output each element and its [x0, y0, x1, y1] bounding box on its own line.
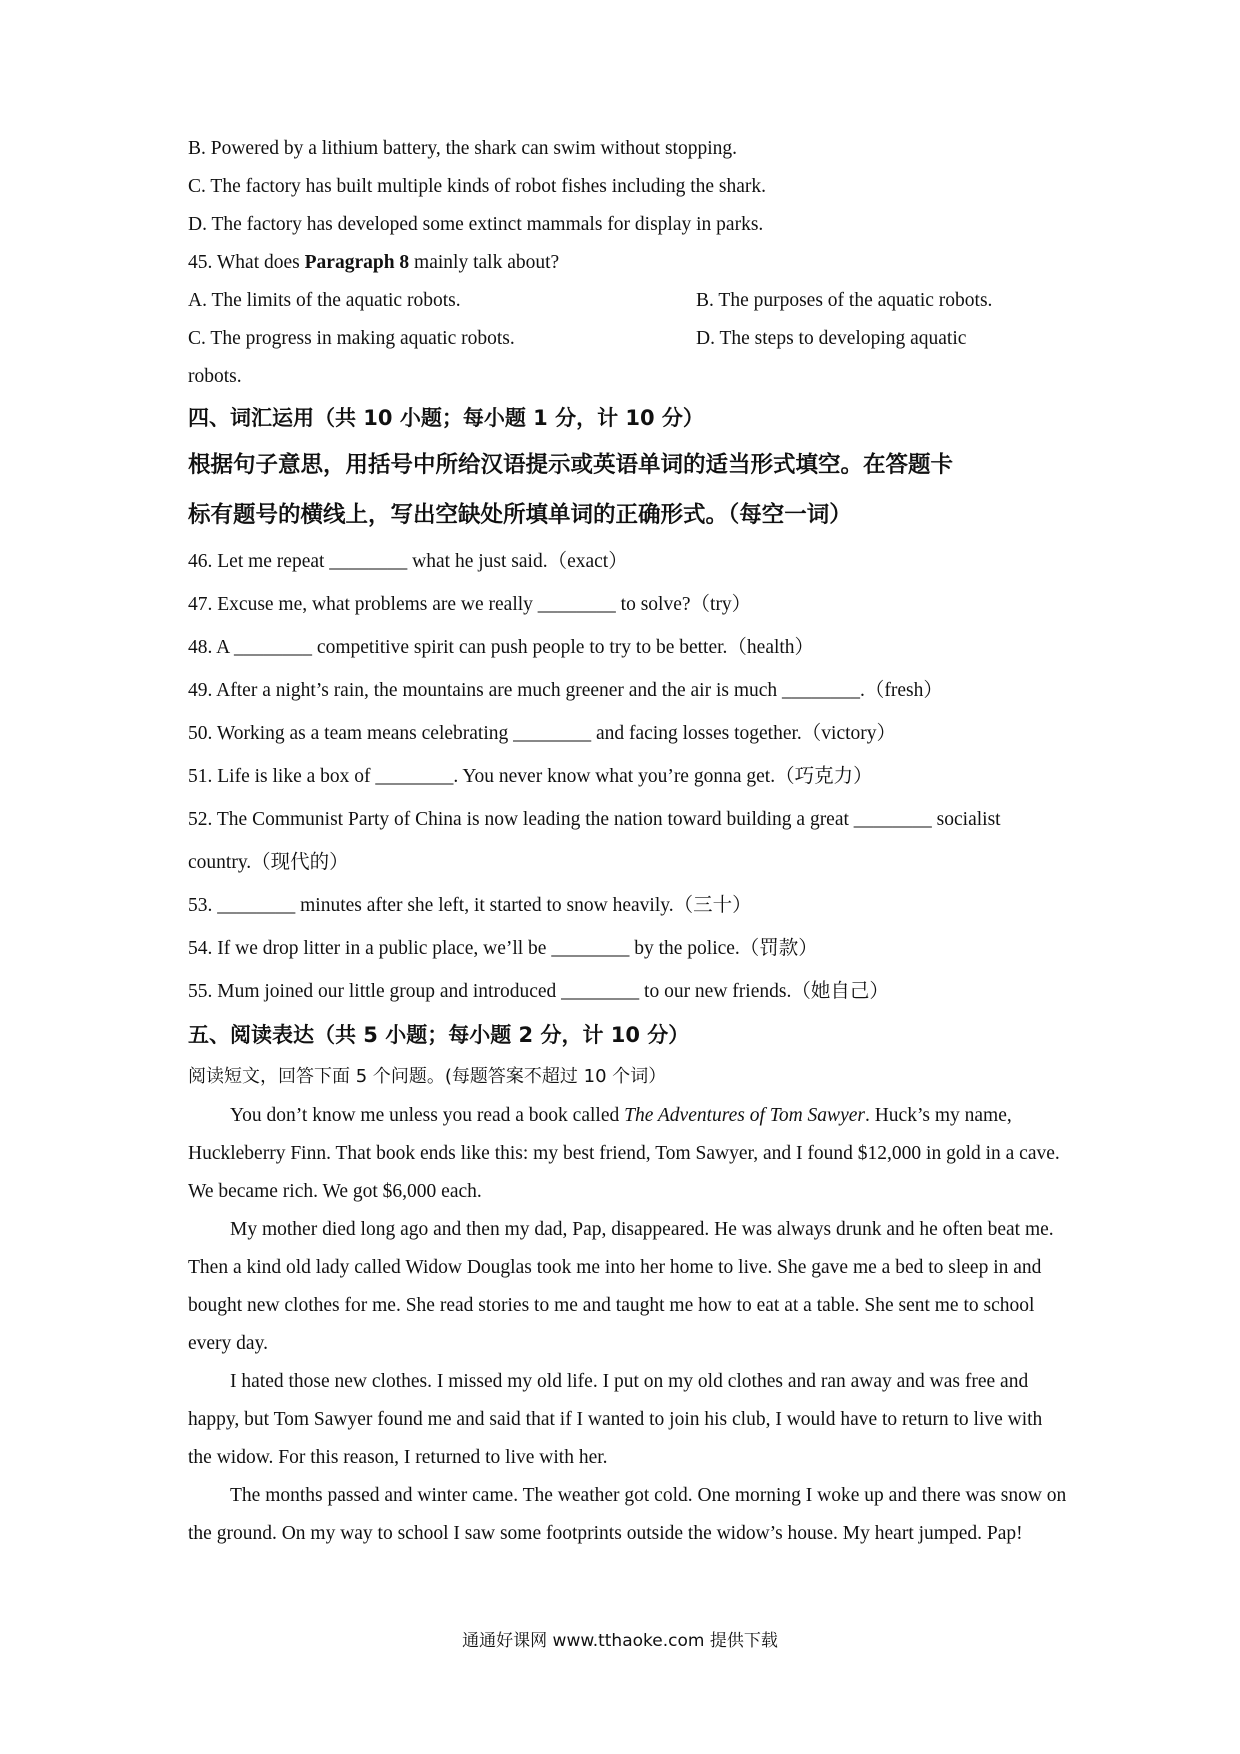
exam-page: [188, 130, 1068, 1553]
q45-option-c: C. The progress in making aquatic robots.: [188, 328, 515, 349]
question-46: 46. Let me repeat ________ what he just said.（exact）: [188, 551, 628, 572]
q45-option-b: B. The purposes of the aquatic robots.: [696, 290, 993, 311]
q44-option-b: B. Powered by a lithium battery, the shark can swim without stopping.: [188, 138, 737, 159]
section5-heading: 五、阅读表达（共 5 小题；每小题 2 分，计 10 分）: [188, 1023, 690, 1047]
reading-paragraph-1: [188, 1097, 1068, 1211]
section5-instruction: 阅读短文，回答下面 5 个问题。(每题答案不超过 10 个词）: [188, 1066, 667, 1087]
question-52: 52. The Communist Party of China is now leading the nation toward building a great ________ socialist country.（现代的）: [188, 809, 1001, 873]
section4-instruction-1: 根据句子意思，用括号中所给汉语提示或英语单词的适当形式填空。在答题卡: [188, 452, 954, 478]
q45-option-a: A. The limits of the aquatic robots.: [188, 290, 461, 311]
reading-paragraph-2: My mother died long ago and then my dad, Pap, disappeared. He was always drunk and he often beat me. Then a kind old lady called Widow Douglas took me into her home to live. She gave me a bed to sleep in and bought new clothes for me. She read stories to me and taught me how to eat at a table. She sent me to school every day.: [188, 1219, 1054, 1354]
q44-option-c: C. The factory has built multiple kinds of robot fishes including the shark.: [188, 176, 767, 197]
q45-stem-prefix: 45. What does: [188, 252, 305, 273]
p1-before: You don’t know me unless you read a book called: [230, 1105, 625, 1126]
question-55: 55. Mum joined our little group and introduced ________ to our new friends.（她自己）: [188, 981, 889, 1002]
question-51: 51. Life is like a box of ________. You never know what you’re gonna get.（巧克力）: [188, 766, 873, 787]
q45-stem: [188, 244, 1068, 282]
q45-option-d-continued: robots.: [188, 366, 242, 387]
reading-paragraph-3: I hated those new clothes. I missed my old life. I put on my old clothes and ran away and was free and happy, but Tom Sawyer found me and said that if I wanted to join his club, I would have to return to live with the widow. For this reason, I returned to live with her.: [188, 1371, 1043, 1468]
p1-after: . Huck’s my name, Huckleberry Finn. That book ends like this: my best friend, Tom Sawyer, and I found $12,000 in gold in a cave. We became rich. We got $6,000 each.: [188, 1105, 1060, 1202]
q44-option-d: D. The factory has developed some extinct mammals for display in parks.: [188, 214, 764, 235]
q45-options-row-1: [188, 282, 1068, 320]
question-49: 49. After a night’s rain, the mountains are much greener and the air is much ________.（fresh）: [188, 680, 943, 701]
q45-option-d: D. The steps to developing aquatic: [696, 328, 967, 349]
question-50: 50. Working as a team means celebrating ________ and facing losses together.（victory）: [188, 723, 897, 744]
question-53: 53. ________ minutes after she left, it started to snow heavily.（三十）: [188, 895, 752, 916]
q45-stem-suffix: mainly talk about?: [409, 252, 560, 273]
book-title: The Adventures of Tom Sawyer: [624, 1105, 865, 1126]
section4-instruction-2: 标有题号的横线上，写出空缺处所填单词的正确形式。（每空一词）: [188, 502, 852, 528]
question-47: 47. Excuse me, what problems are we really ________ to solve?（try）: [188, 594, 752, 615]
section4-heading: 四、词汇运用（共 10 小题；每小题 1 分，计 10 分）: [188, 406, 704, 430]
question-48: 48. A ________ competitive spirit can push people to try to be better.（health）: [188, 637, 815, 658]
question-54: 54. If we drop litter in a public place, we’ll be ________ by the police.（罚款）: [188, 938, 818, 959]
q45-options-row-2: [188, 320, 1068, 358]
reading-paragraph-4: The months passed and winter came. The weather got cold. One morning I woke up and there was snow on the ground. On my way to school I saw some footprints outside the widow’s house. My heart jumped. Pap!: [188, 1485, 1067, 1544]
q45-stem-bold: Paragraph 8: [304, 252, 410, 273]
page-footer: 通通好课网 www.tthaoke.com 提供下载: [462, 1631, 778, 1651]
